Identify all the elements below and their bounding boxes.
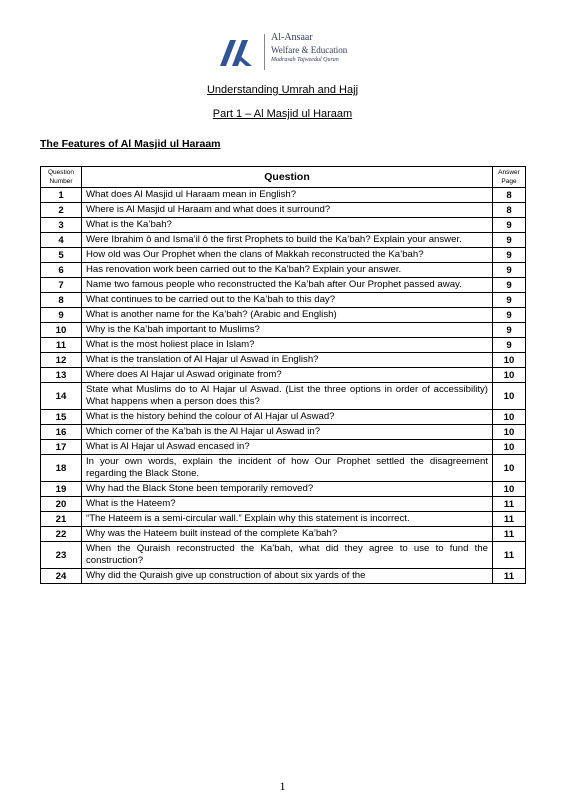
question-number: 21 <box>41 512 82 527</box>
page-number: 1 <box>279 779 286 793</box>
question-number: 20 <box>41 497 82 512</box>
question-text: Were Ibrahim ô and Isma’il ô the first Prophets to build the Ka’bah? Explain your answer. <box>82 233 493 248</box>
question-number: 5 <box>41 248 82 263</box>
document-title: Understanding Umrah and Hajj <box>206 84 359 96</box>
table-row <box>41 455 526 482</box>
answer-page: 10 <box>493 425 526 440</box>
table-row <box>41 233 526 248</box>
header-answer-page: Answer Page <box>493 167 526 188</box>
section-heading: The Features of Al Masjid ul Haraam <box>40 138 221 150</box>
table-header-row <box>41 167 526 188</box>
question-number: 10 <box>41 323 82 338</box>
answer-page: 9 <box>493 263 526 278</box>
answer-page: 11 <box>493 542 526 569</box>
question-number: 19 <box>41 482 82 497</box>
answer-page: 9 <box>493 278 526 293</box>
question-number: 16 <box>41 425 82 440</box>
answer-page: 9 <box>493 323 526 338</box>
question-number: 23 <box>41 542 82 569</box>
questions-table <box>40 166 526 584</box>
question-text: What continues to be carried out to the Ka’bah to this day? <box>82 293 493 308</box>
table-row <box>41 542 526 569</box>
question-number: 12 <box>41 353 82 368</box>
answer-page: 9 <box>493 308 526 323</box>
answer-page: 10 <box>493 383 526 410</box>
answer-page: 11 <box>493 527 526 542</box>
question-text: What is Al Hajar ul Aswad encased in? <box>82 440 493 455</box>
question-number: 15 <box>41 410 82 425</box>
table-row <box>41 248 526 263</box>
table-row <box>41 263 526 278</box>
question-text: What is the Hateem? <box>82 497 493 512</box>
document-subtitle: Part 1 – Al Masjid ul Haraam <box>212 108 353 120</box>
question-text: Where does Al Hajar ul Aswad originate from? <box>82 368 493 383</box>
answer-page: 10 <box>493 410 526 425</box>
question-text: Why had the Black Stone been temporarily removed? <box>82 482 493 497</box>
table-row <box>41 323 526 338</box>
answer-page: 10 <box>493 440 526 455</box>
logo-text <box>271 32 347 65</box>
table-row <box>41 203 526 218</box>
table-row <box>41 338 526 353</box>
header-question-number: Question Number <box>41 167 82 188</box>
organization-logo <box>216 32 356 74</box>
question-number: 4 <box>41 233 82 248</box>
table-row <box>41 569 526 584</box>
table-row <box>41 368 526 383</box>
question-text: When the Quraish reconstructed the Ka’bah, what did they agree to use to fund the construction? <box>82 542 493 569</box>
question-number: 24 <box>41 569 82 584</box>
table-row <box>41 527 526 542</box>
question-text: Why did the Quraish give up construction of about six yards of the <box>82 569 493 584</box>
question-text: What is the translation of Al Hajar ul Aswad in English? <box>82 353 493 368</box>
answer-page: 9 <box>493 338 526 353</box>
table-row <box>41 440 526 455</box>
table-row <box>41 383 526 410</box>
table-row <box>41 188 526 203</box>
question-text: Has renovation work been carried out to the Ka’bah? Explain your answer. <box>82 263 493 278</box>
question-number: 8 <box>41 293 82 308</box>
question-number: 13 <box>41 368 82 383</box>
table-row <box>41 293 526 308</box>
answer-page: 10 <box>493 482 526 497</box>
answer-page: 11 <box>493 512 526 527</box>
answer-page: 10 <box>493 353 526 368</box>
question-text: What is the Ka’bah? <box>82 218 493 233</box>
table-row <box>41 497 526 512</box>
answer-page: 11 <box>493 569 526 584</box>
table-row <box>41 512 526 527</box>
question-text: Where is Al Masjid ul Haraam and what does it surround? <box>82 203 493 218</box>
question-number: 1 <box>41 188 82 203</box>
question-text: What is the history behind the colour of Al Hajar ul Aswad? <box>82 410 493 425</box>
question-text: Name two famous people who reconstructed the Ka’bah after Our Prophet passed away. <box>82 278 493 293</box>
answer-page: 10 <box>493 455 526 482</box>
table-row <box>41 353 526 368</box>
question-number: 3 <box>41 218 82 233</box>
question-number: 7 <box>41 278 82 293</box>
question-text: In your own words, explain the incident of how Our Prophet settled the disagreement regarding the Black Stone. <box>82 455 493 482</box>
question-text: Which corner of the Ka’bah is the Al Hajar ul Aswad in? <box>82 425 493 440</box>
question-text: What does Al Masjid ul Haraam mean in English? <box>82 188 493 203</box>
table-row <box>41 278 526 293</box>
question-text: Why was the Hateem built instead of the complete Ka’bah? <box>82 527 493 542</box>
answer-page: 8 <box>493 188 526 203</box>
table-row <box>41 308 526 323</box>
question-number: 11 <box>41 338 82 353</box>
answer-page: 11 <box>493 497 526 512</box>
table-row <box>41 410 526 425</box>
question-text: How old was Our Prophet when the clans of Makkah reconstructed the Ka’bah? <box>82 248 493 263</box>
answer-page: 9 <box>493 248 526 263</box>
logo-org-tagline: Madrasah Tajweedul Quran <box>271 57 339 63</box>
answer-page: 9 <box>493 218 526 233</box>
logo-divider <box>264 34 265 70</box>
question-number: 9 <box>41 308 82 323</box>
question-number: 18 <box>41 455 82 482</box>
question-text: State what Muslims do to Al Hajar ul Aswad. (List the three options in order of accessibility) What happens when a person does this? <box>82 383 493 410</box>
question-number: 22 <box>41 527 82 542</box>
al-ansaar-logo-mark <box>216 36 256 68</box>
logo-org-subtitle: Welfare & Education <box>271 45 348 55</box>
question-text: What is the most holiest place in Islam? <box>82 338 493 353</box>
answer-page: 9 <box>493 233 526 248</box>
question-number: 17 <box>41 440 82 455</box>
answer-page: 10 <box>493 368 526 383</box>
answer-page: 8 <box>493 203 526 218</box>
table-row <box>41 482 526 497</box>
table-row <box>41 218 526 233</box>
question-number: 6 <box>41 263 82 278</box>
question-number: 14 <box>41 383 82 410</box>
header-question: Question <box>82 167 493 188</box>
table-row <box>41 425 526 440</box>
question-text: What is another name for the Ka’bah? (Arabic and English) <box>82 308 493 323</box>
answer-page: 9 <box>493 293 526 308</box>
question-text: “The Hateem is a semi-circular wall.” Explain why this statement is incorrect. <box>82 512 493 527</box>
logo-org-name: Al-Ansaar <box>271 32 313 43</box>
question-text: Why is the Ka’bah important to Muslims? <box>82 323 493 338</box>
question-number: 2 <box>41 203 82 218</box>
